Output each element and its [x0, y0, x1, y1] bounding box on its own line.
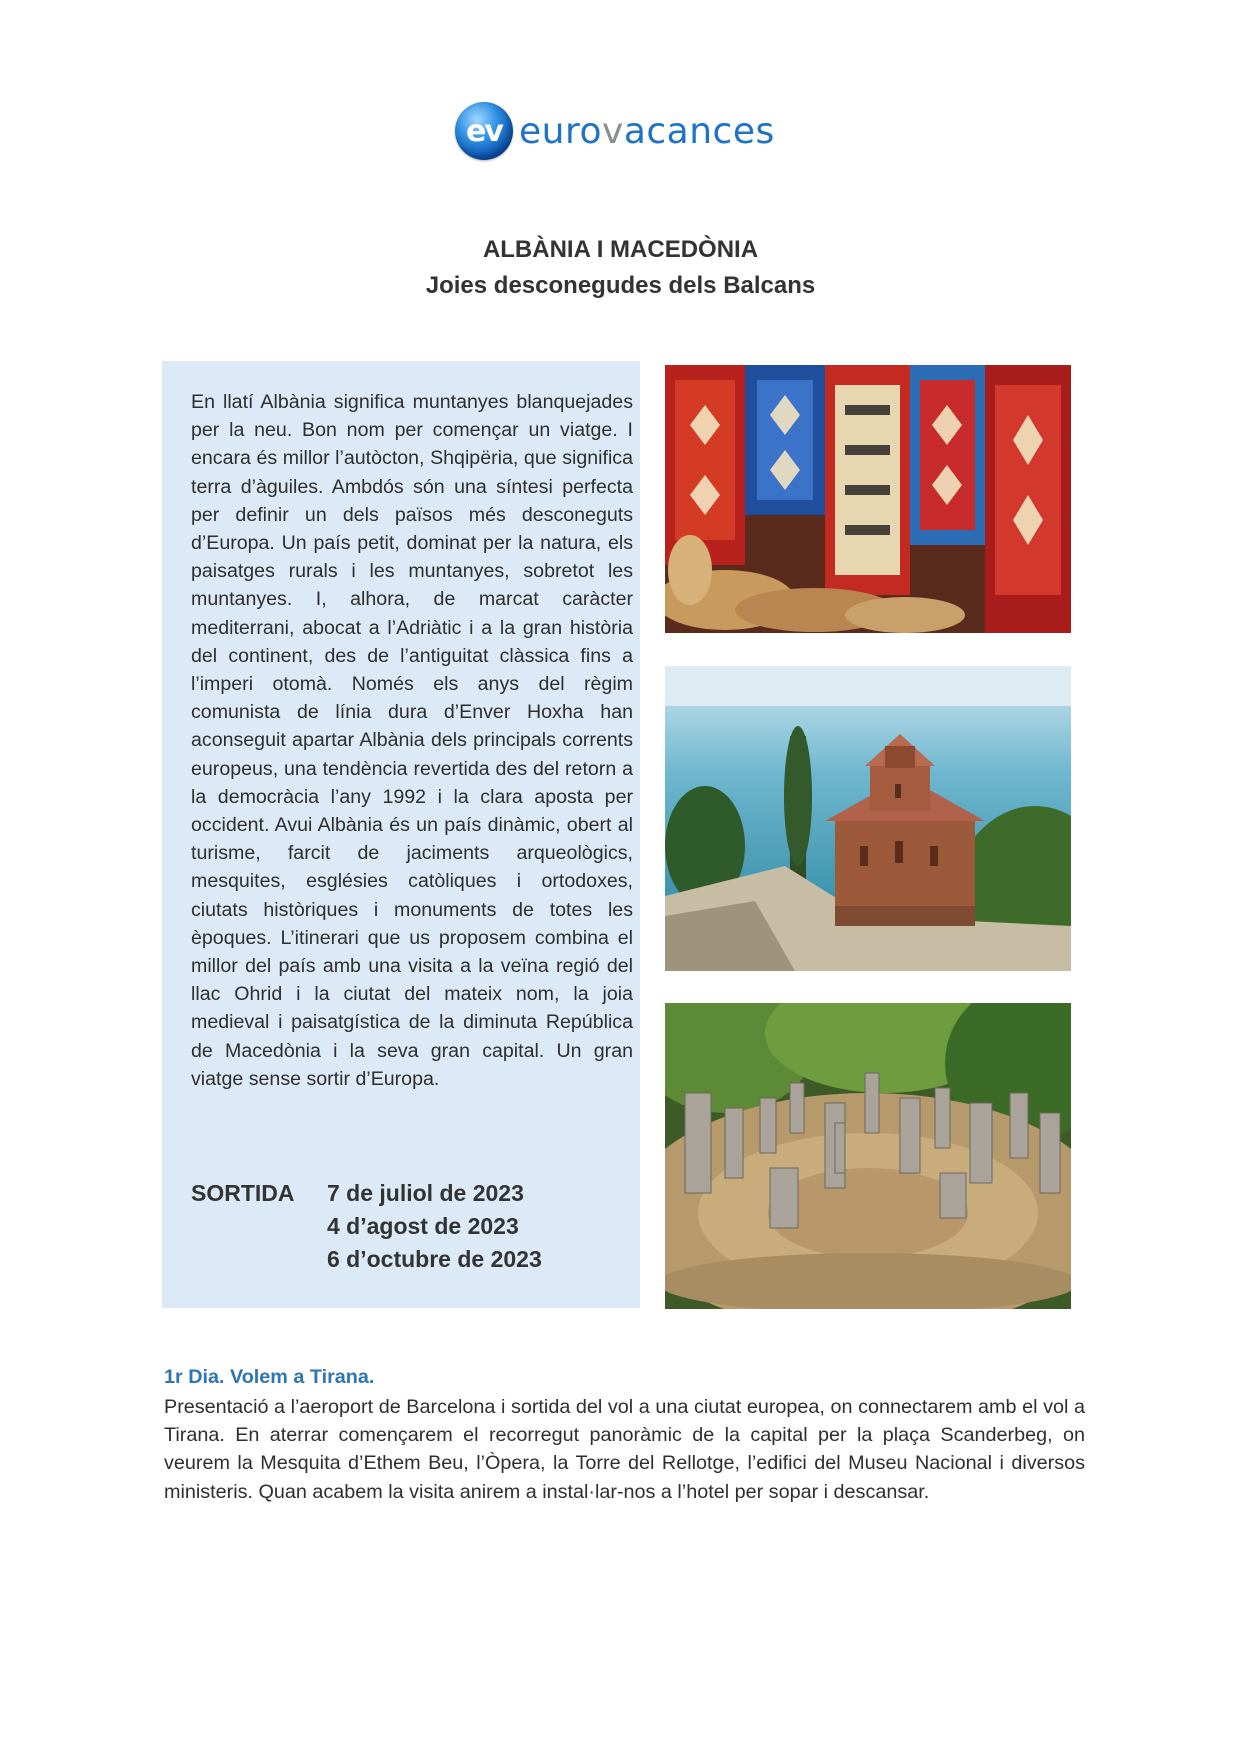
departure-dates — [327, 1177, 587, 1276]
intro-box — [162, 361, 640, 1308]
day-1-text: Presentació a l’aeroport de Barcelona i sortida del vol a una ciutat europea, on connectarem amb el vol a Tirana. En aterrar començarem el recorregut panoràmic de la capital per la plaça Scanderbeg, on veurem la Mesquita d’Ethem Beu, l’Òpera, la Torre del Rellotge, l’edifici del Museu Nacional i diversos ministeris. Quan acabem la visita anirem a instal·lar-nos a l’hotel per sopar i descansar. — [164, 1396, 1085, 1503]
photo-church — [665, 666, 1071, 971]
logo-wordmark — [519, 111, 775, 152]
logo-text-part: v — [602, 110, 624, 152]
logo-text-part: euro — [519, 110, 602, 152]
eurovacances-logo — [455, 100, 775, 162]
intro-paragraph: En llatí Albània significa muntanyes blanquejades per la neu. Bon nom per començar un viatge. I encara és millor l’autòcton, Shqipëria, que significa terra d’àguiles. Ambdós són una síntesi perfecta per definir un dels països més desconeguts d’Europa. Un país petit, dominat per la natura, els paisatges rurals i les muntanyes, sobretot les muntanyes. I, alhora, de marcat caràcter mediterrani, abocat a l’Adriàtic i a la gran història del continent, des de l’antiguitat clàssica fins a l’imperi otomà. Només els anys del règim comunista de línia dura d’Enver Hoxha han aconseguit apartar Albània dels principals corrents europeus, una tendència revertida des del retorn a la democràcia l’any 1992 i la clara aposta per occident. Avui Albània és un país dinàmic, obert al turisme, farcit de jaciments arqueològics, mesquites, esglésies catòliques i ortodoxes, ciutats històriques i monuments de totes les èpoques. L’itinerari que us proposem combina el millor del país amb una visita a la veïna regió del llac Ohrid i la ciutat del mateix nom, la joia medieval i paisatgística de la diminuta República de Macedònia i la seva gran capital. Un gran viatge sense sortir d’Europa. — [191, 391, 633, 1090]
departure-label: SORTIDA — [191, 1180, 295, 1206]
departure-date: 6 d’octubre de 2023 — [327, 1246, 542, 1272]
day-1-heading: 1r Dia. Volem a Tirana. — [164, 1366, 375, 1388]
departure-date: 4 d’agost de 2023 — [327, 1213, 519, 1239]
photo-rugs — [665, 365, 1071, 633]
page-title: ALBÀNIA I MACEDÒNIA — [482, 236, 759, 263]
logo-mark: ev — [455, 102, 513, 160]
photo-ruins — [665, 1003, 1071, 1309]
departure-date: 7 de juliol de 2023 — [327, 1180, 524, 1206]
page-subtitle: Joies desconegudes dels Balcans — [425, 272, 816, 299]
logo-text-part: acances — [623, 110, 775, 152]
